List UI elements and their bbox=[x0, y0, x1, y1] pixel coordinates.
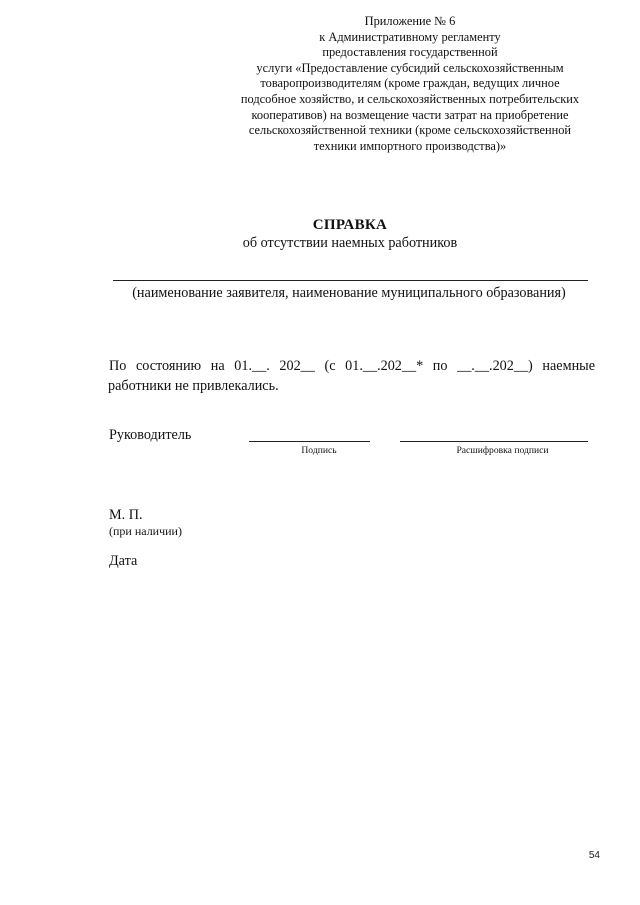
appendix-line: к Административному регламенту bbox=[319, 29, 501, 44]
statement-paragraph bbox=[109, 356, 595, 396]
signature-decoding-caption: Расшифровка подписи bbox=[456, 445, 549, 456]
signature-line bbox=[249, 441, 370, 442]
statement-line: работники не привлекались. bbox=[108, 378, 279, 394]
signature-decoding-line bbox=[400, 441, 588, 442]
date-label: Дата bbox=[109, 553, 138, 569]
stamp-note: (при наличии) bbox=[109, 524, 182, 538]
applicant-caption: (наименование заявителя, наименование муниципального образования) bbox=[132, 285, 566, 301]
appendix-header bbox=[228, 14, 592, 154]
statement-line: По состоянию на 01.__. 202__ (с 01.__.202__* по __.__.202__) наемные bbox=[109, 358, 595, 374]
page-number: 54 bbox=[588, 850, 600, 861]
stamp-label: М. П. bbox=[109, 507, 143, 523]
document-title: СПРАВКА bbox=[312, 217, 388, 233]
signature-caption: Подпись bbox=[301, 445, 337, 456]
appendix-line: подсобное хозяйство, и сельскохозяйственных потребительских bbox=[240, 91, 580, 106]
signer-label: Руководитель bbox=[109, 427, 192, 443]
appendix-line: сельскохозяйственной техники (кроме сельскохозяйственной bbox=[248, 123, 572, 138]
document-subtitle: об отсутствии наемных работников bbox=[242, 235, 458, 251]
applicant-blank-line bbox=[113, 280, 588, 281]
appendix-line: услуги «Предоставление субсидий сельскохозяйственным bbox=[256, 60, 564, 75]
appendix-line: кооперативов) на возмещение части затрат на приобретение bbox=[251, 107, 569, 122]
appendix-line: техники импортного производства)» bbox=[313, 138, 507, 153]
appendix-line: Приложение № 6 bbox=[364, 14, 456, 28]
appendix-line: товаропроизводителям (кроме граждан, ведущих личное bbox=[260, 76, 560, 91]
appendix-line: предоставления государственной bbox=[322, 45, 498, 60]
